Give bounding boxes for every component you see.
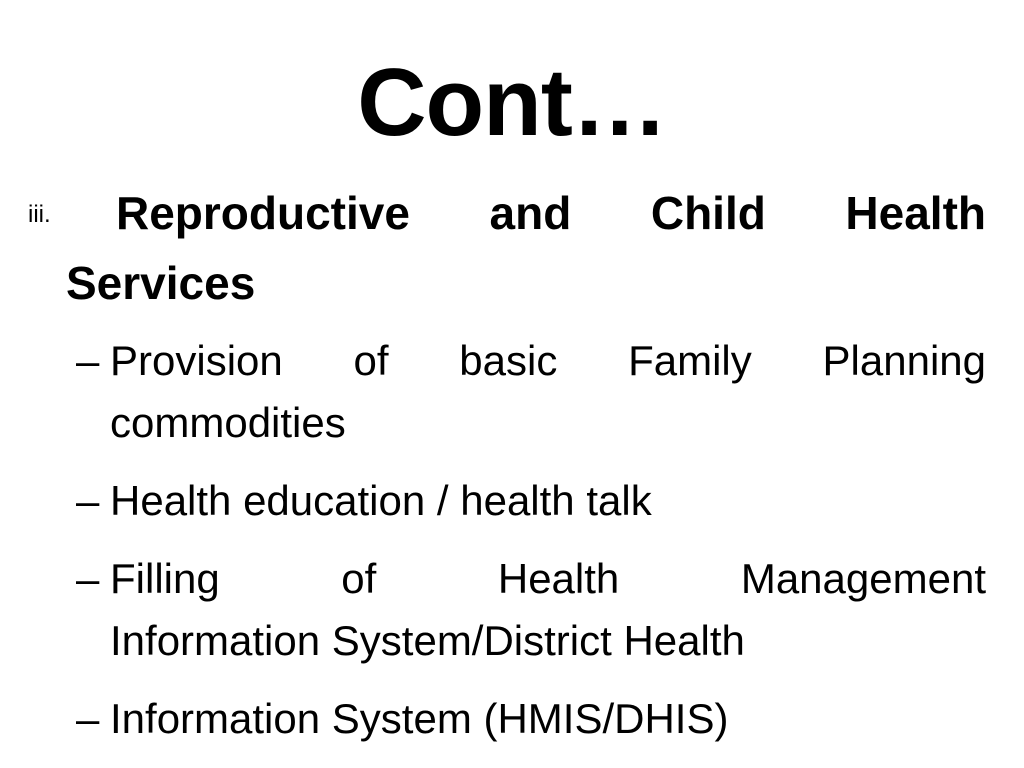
bullet-dash: – <box>76 337 100 384</box>
bullet-line: Provision of basic Family Planning <box>110 337 986 384</box>
bullet-text <box>110 470 986 532</box>
section <box>28 178 986 318</box>
bullet-line: Information System/District Health <box>110 617 745 664</box>
bullet-item <box>76 548 986 672</box>
bullet-item <box>76 470 986 532</box>
bullet-line: Filling of Health Management <box>110 555 986 602</box>
bullet-text <box>110 548 986 672</box>
bullet-item <box>76 330 986 454</box>
bullet-text <box>110 688 986 750</box>
section-heading-line2: Services <box>66 257 256 309</box>
section-heading <box>66 178 986 318</box>
bullet-line: commodities <box>110 399 346 446</box>
bullet-item <box>76 688 986 750</box>
bullet-dash: – <box>76 555 100 602</box>
bullet-line: Health education / health talk <box>110 477 652 524</box>
bullet-dash: – <box>76 695 100 742</box>
section-heading-line1: Reproductive and Child Health <box>116 187 986 239</box>
bullet-dash: – <box>76 477 100 524</box>
bullet-text <box>110 330 986 454</box>
slide-title: Cont… <box>357 49 667 156</box>
bullet-list <box>76 330 986 766</box>
section-marker: iii. <box>28 201 51 228</box>
bullet-line: Information System (HMIS/DHIS) <box>110 695 729 742</box>
